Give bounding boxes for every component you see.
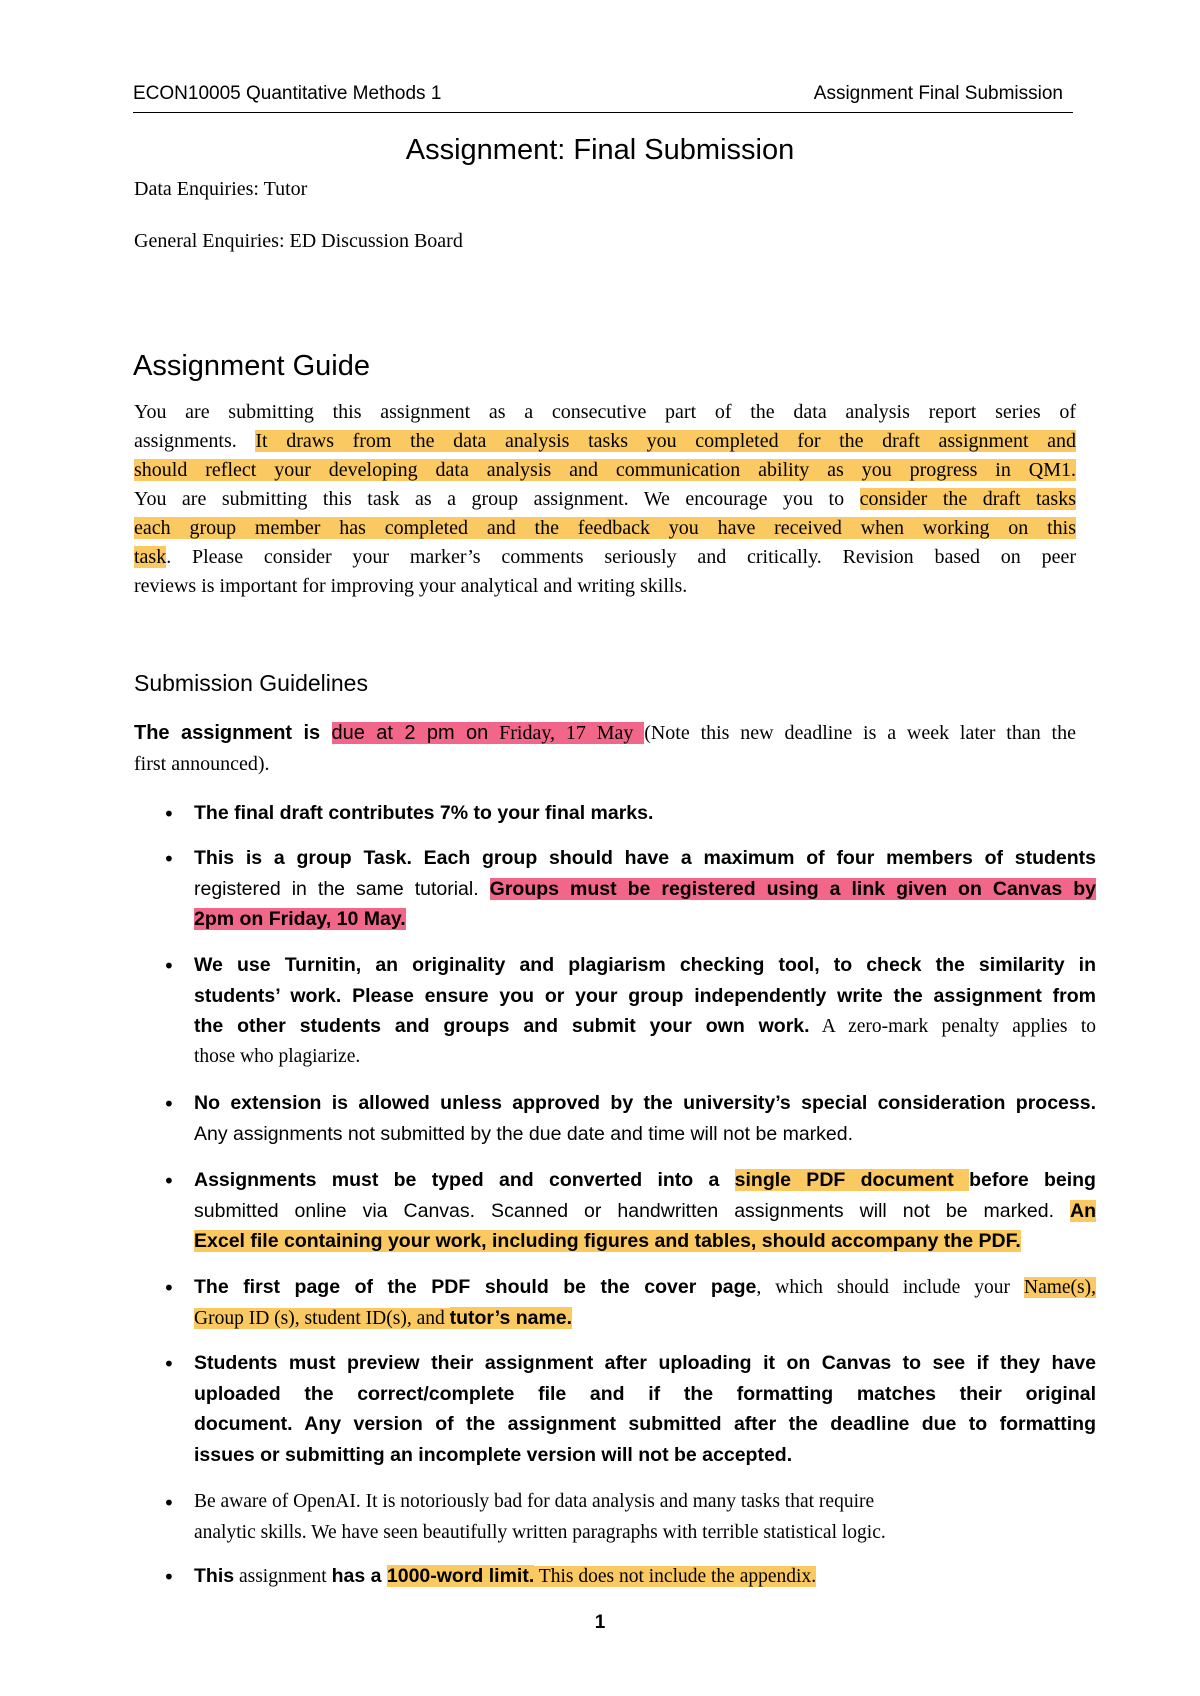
bullet-icon: • bbox=[163, 1491, 175, 1515]
bullet-item: We use Turnitin, an originality and plagiarism checking tool, to check the similarity in students’ work. Please ensure you or your group independently write the assignment from the other students and groups and submit your own work. A zero-mark penalty applies to those who plagiarize. bbox=[194, 954, 1096, 1067]
paragraph-line: You are submitting this task as a group assignment. We encourage you to consider the draft tasks bbox=[134, 488, 1076, 510]
bullet-icon: • bbox=[163, 954, 175, 978]
bullet-icon: • bbox=[163, 847, 175, 871]
paragraph-line: reviews is important for improving your analytical and writing skills. bbox=[134, 575, 688, 597]
bullet-item: This assignment has a 1000-word limit. This does not include the appendix. bbox=[194, 1565, 817, 1587]
bullet-icon: • bbox=[163, 1276, 175, 1300]
paragraph-line: assignments. It draws from the data analysis tasks you completed for the draft assignment and bbox=[134, 430, 1076, 452]
bullet-item: The first page of the PDF should be the cover page, which should include your Name(s), Group ID (s), student ID(s), and tutor’s name. bbox=[194, 1276, 1096, 1329]
bullet-icon: • bbox=[163, 1092, 175, 1116]
bullet-item: Be aware of OpenAI. It is notoriously bad for data analysis and many tasks that require analytic skills. We have seen beautifully written paragraphs with terrible statistical logic. bbox=[194, 1491, 886, 1543]
assignment-guide-paragraph bbox=[134, 398, 1076, 601]
bullet-item: Students must preview their assignment after uploading it on Canvas to see if they have uploaded the correct/complete file and if the formatting matches their original document. Any version of the assignment submitted after the deadline due to formatting issues or submitting an incomplete version will not be accepted. bbox=[194, 1352, 1096, 1466]
paragraph-line: should reflect your developing data analysis and communication ability as you progress in QM1. bbox=[134, 459, 1076, 481]
paragraph-line: task. Please consider your marker’s comments seriously and critically. Revision based on peer bbox=[134, 546, 1076, 568]
bullet-icon: • bbox=[163, 802, 175, 826]
page-header bbox=[133, 80, 1073, 113]
bullet-icon: • bbox=[163, 1565, 175, 1589]
data-enquiries: Data Enquiries: Tutor bbox=[134, 178, 308, 200]
page-title: Assignment: Final Submission bbox=[405, 134, 795, 166]
bullet-item: This is a group Task. Each group should have a maximum of four members of students registered in the same tutorial. Groups must be registered using a link given on Canvas by 2pm on Friday, 10 May. bbox=[194, 847, 1096, 930]
bullet-icon: • bbox=[163, 1169, 175, 1193]
assignment-guide-heading: Assignment Guide bbox=[133, 350, 370, 382]
page-number: 1 bbox=[594, 1612, 606, 1633]
paragraph-line: each group member has completed and the feedback you have received when working on this bbox=[134, 517, 1076, 539]
bullet-item: Assignments must be typed and converted into a single PDF document before being submitted online via Canvas. Scanned or handwritten assignments will not be marked. An Excel file containing your work, including figures and tables, should accompany the PDF. bbox=[194, 1169, 1096, 1252]
header-doc-title: Assignment Final Submission bbox=[813, 83, 1063, 104]
submission-guidelines-heading: Submission Guidelines bbox=[134, 670, 368, 696]
bullet-icon: • bbox=[163, 1352, 175, 1376]
due-date-paragraph: The assignment is due at 2 pm on Friday, 17 May (Note this new deadline is a week later than the first announced). bbox=[134, 722, 1076, 775]
paragraph-line: You are submitting this assignment as a consecutive part of the data analysis report series of bbox=[134, 401, 1076, 423]
header-course: ECON10005 Quantitative Methods 1 bbox=[133, 83, 442, 104]
general-enquiries: General Enquiries: ED Discussion Board bbox=[134, 230, 463, 252]
bullet-item: No extension is allowed unless approved by the university’s special consideration process. Any assignments not submitted by the due date and time will not be marked. bbox=[194, 1092, 1096, 1145]
bullet-item: The final draft contributes 7% to your final marks. bbox=[194, 802, 654, 824]
